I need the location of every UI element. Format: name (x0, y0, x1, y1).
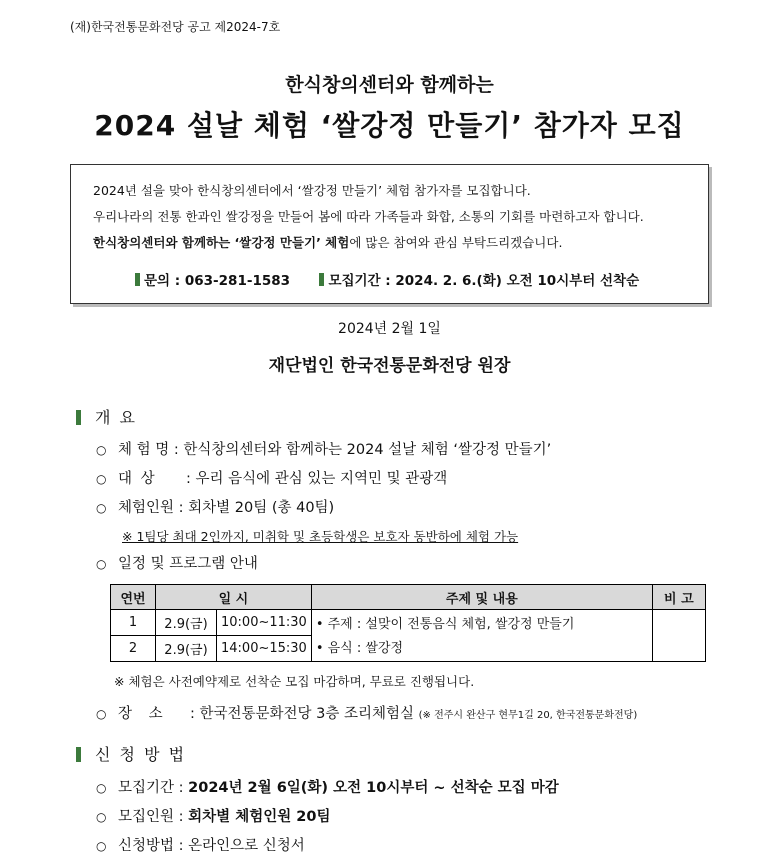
row-date: 2.9(금) (156, 636, 217, 662)
circle-bullet-icon: ○ (96, 707, 107, 721)
table-remark-cell (652, 610, 705, 662)
overview-place (96, 702, 637, 723)
bullet-bar-icon (135, 273, 140, 286)
overview-people (96, 496, 334, 517)
table-content-cell (311, 610, 652, 662)
apply-people (96, 805, 330, 826)
apply-method-label: 신청방법 : 온라인으로 신청서 (118, 838, 305, 854)
page-title: 2024 설날 체험 ‘쌀강정 만들기’ 참가자 모집 (94, 109, 685, 142)
place-note: (※ 전주시 완산구 현무1길 20, 한국전통문화전당) (418, 710, 638, 721)
circle-bullet-icon: ○ (96, 839, 107, 853)
overview-target (96, 467, 447, 488)
notice-number: (재)한국전통문화전당 공고 제2024-7호 (70, 20, 281, 34)
circle-bullet-icon: ○ (96, 781, 107, 795)
target-value: : 우리 음식에 관심 있는 지역민 및 관광객 (186, 471, 448, 487)
content-topic: • 주제 : 설맞이 전통음식 체험, 쌀강정 만들기 (315, 617, 575, 632)
bullet-bar-icon (319, 273, 324, 286)
apply-people-label: 모집인원 : (118, 809, 184, 825)
target-label: 대 상 (118, 471, 157, 487)
table-row (111, 610, 706, 636)
apply-method (96, 834, 305, 855)
section-apply (76, 742, 186, 765)
circle-bullet-icon: ○ (96, 557, 107, 571)
apply-people-value: 회차별 체험인원 20팀 (188, 809, 331, 825)
circle-bullet-icon: ○ (96, 501, 107, 515)
content-food: • 음식 : 쌀강정 (315, 641, 404, 656)
table-note: ※ 체험은 사전예약제로 선착순 모집 마감하며, 무료로 진행됩니다. (114, 674, 475, 689)
col-header-no: 연번 (111, 585, 156, 610)
section-bar-icon (76, 747, 81, 762)
intro-line-2: 우리나라의 전통 한과인 쌀강정을 만들어 봄에 따라 가족들과 화합, 소통의 기회를 마련하고자 합니다. (93, 209, 644, 224)
row-date: 2.9(금) (156, 610, 217, 636)
section-overview-heading: 개 요 (95, 408, 137, 427)
place-value: : 한국전통문화전당 3층 조리체험실 (190, 706, 415, 722)
subtitle: 한식창의센터와 함께하는 (285, 74, 494, 96)
schedule-label: 일정 및 프로그램 안내 (118, 556, 258, 572)
apply-period-value: 2024년 2월 6일(화) 오전 10시부터 ~ 선착순 모집 마감 (188, 780, 559, 796)
row-time: 10:00~11:30 (217, 610, 312, 636)
apply-period-label: 모집기간 : (118, 780, 184, 796)
people-note: ※ 1팀당 최대 2인까지, 미취학 및 초등학생은 보호자 동반하에 체험 가능 (122, 529, 519, 544)
intro-line-3-bold: 한식창의센터와 함께하는 ‘쌀강정 만들기’ 체험 (93, 235, 350, 250)
apply-period (96, 776, 559, 797)
circle-bullet-icon: ○ (96, 472, 107, 486)
row-no: 1 (111, 610, 156, 636)
people-value: : 회차별 20팀 (총 40팀) (178, 500, 335, 516)
intro-box (70, 164, 709, 304)
col-header-content: 주제 및 내용 (311, 585, 652, 610)
program-table (110, 584, 706, 662)
announce-date: 2024년 2월 1일 (338, 321, 441, 337)
overview-schedule (96, 552, 258, 573)
name-label: 체 험 명 (118, 442, 170, 458)
intro-line-1: 2024년 설을 맞아 한식창의센터에서 ‘쌀강정 만들기’ 체험 참가자를 모집합니다. (93, 183, 531, 198)
col-header-datetime: 일 시 (156, 585, 312, 610)
row-no: 2 (111, 636, 156, 662)
section-overview (76, 405, 137, 428)
intro-line-3-rest: 에 많은 참여와 관심 부탁드리겠습니다. (349, 235, 563, 250)
people-label: 체험인원 (118, 500, 175, 516)
contact-text: 문의 : 063-281-1583 (144, 273, 291, 289)
circle-bullet-icon: ○ (96, 443, 107, 457)
table-header-row (111, 585, 706, 610)
col-header-remark: 비 고 (652, 585, 705, 610)
contact-row (135, 269, 639, 289)
period-text: 모집기간 : 2024. 2. 6.(화) 오전 10시부터 선착순 (328, 273, 640, 289)
place-label: 장 소 (118, 706, 169, 722)
section-apply-heading: 신 청 방 법 (95, 745, 187, 764)
organization-name: 재단법인 한국전통문화전당 원장 (268, 356, 511, 376)
name-value: : 한식창의센터와 함께하는 2024 설날 체험 ‘쌀강정 만들기’ (173, 442, 552, 458)
row-time: 14:00~15:30 (217, 636, 312, 662)
circle-bullet-icon: ○ (96, 810, 107, 824)
section-bar-icon (76, 410, 81, 425)
overview-name (96, 438, 551, 459)
intro-line-3 (93, 233, 562, 251)
